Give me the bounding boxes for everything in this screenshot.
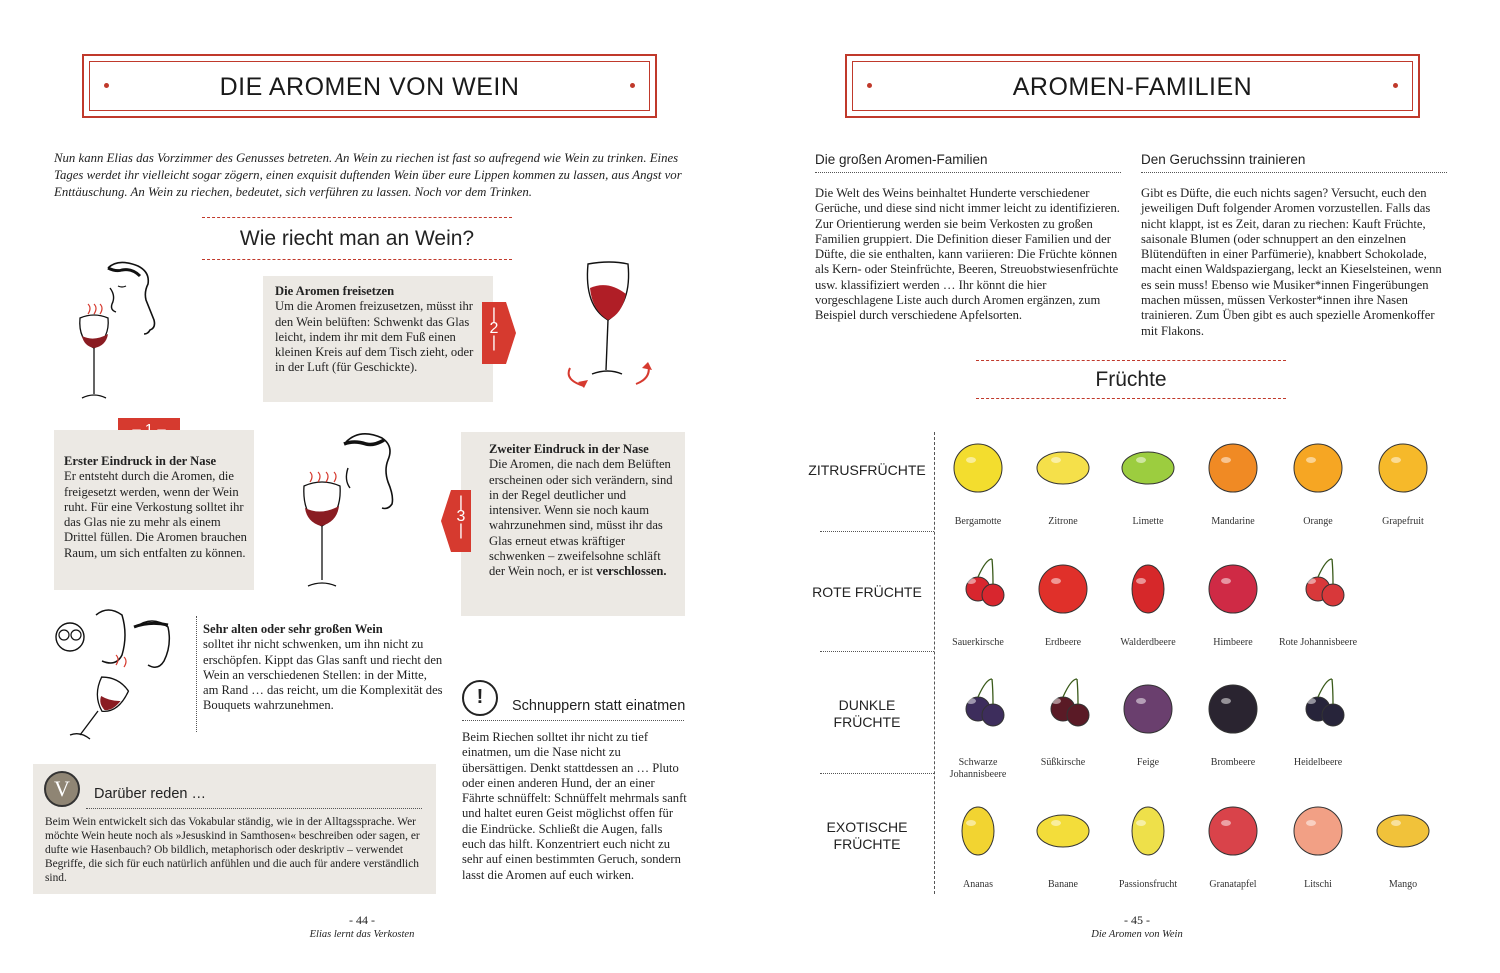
fruit-illustration: [1283, 673, 1353, 743]
fruit-item: [1276, 553, 1360, 649]
fruit-name: Orange: [1303, 516, 1333, 527]
step2-text: Um die Aromen freizusetzen, müsst ihr den Wein belüften: Schwenkt das Glas leicht, indem ihr mit dem Fuß einen kleinen Kreis auf dem Tisch zieht, oder in der Luft (für Geschickte).: [275, 299, 474, 375]
smelling-man-illustration: [70, 258, 170, 408]
fruit-name: Grapefruit: [1382, 516, 1424, 527]
fruit-illustration: [1113, 795, 1183, 865]
talk-heading: Darüber reden …: [94, 786, 207, 802]
fruit-item: [1021, 673, 1105, 769]
fruit-item: [1021, 795, 1105, 891]
fruit-name: Himbeere: [1213, 637, 1253, 648]
fruit-name: Brombeere: [1210, 757, 1256, 768]
fruit-illustration: [943, 673, 1013, 743]
fruit-illustration: [1028, 553, 1098, 623]
fruit-illustration: [1198, 553, 1268, 623]
col2-heading: Den Geruchssinn trainieren: [1141, 152, 1306, 167]
fruit-illustration: [1113, 432, 1183, 502]
fruit-item: [1361, 795, 1445, 891]
fruit-illustration: [943, 553, 1013, 623]
fruit-name: Ananas: [963, 879, 993, 890]
fruit-item: [1191, 432, 1275, 528]
fruit-name: Schwarze Johannisbeere: [949, 757, 1007, 780]
fruit-illustration: [943, 432, 1013, 502]
col1-text: Die Welt des Weins beinhaltet Hunderte verschiedener Gerüche, und diese sind nicht immer leicht zu identifizieren. Zur Orientierung werden sie beim Verkosten zu großen Familien gruppiert. Die Definition dieser Familien und der Düfte, die sie enthalten, kann variieren: Die Früchte können als Kern- oder Steinfrüchte, Beeren, Streuobstwiesenfrüchte usw. klassifiziert werden … Ihr könnt die hier vorgeschlagene Liste auch durch Aromen ergänzen, zum Beispiel durch verschiedene Apfelsorten.: [815, 186, 1120, 323]
old-wine-text: solltet ihr nicht schwenken, um ihn nicht zu erschöpfen. Kippt das Glas sanft und riecht den Wein an verschiedenen Stellen: in der Mitte, am Rand … das reicht, um die Komplexität des Bouquets wahrzunehmen.: [203, 637, 443, 713]
fruit-illustration: [943, 795, 1013, 865]
step3-heading: Zweiter Eindruck in der Nase: [489, 442, 649, 456]
fruit-name: Granatapfel: [1209, 879, 1257, 890]
fruit-item: [1106, 795, 1190, 891]
fruit-illustration: [1368, 432, 1438, 502]
talk-text: Beim Wein entwickelt sich das Vokabular ständig, wie in der Alltagssprache. Wer möchte Wein heute noch als »Jesuskind in Samthosen« beschreiben oder sagen, er dufte wie Hasenbauch? Ob bildlich, metaphorisch oder deskriptiv – verwendet Begriffe, die sich für euch natürlich anfühlen und die auch für andere verständlich sind.: [45, 816, 420, 884]
fruit-item: [1361, 432, 1445, 528]
fruit-name: Erdbeere: [1044, 637, 1082, 648]
talk-badge: [44, 771, 80, 807]
fruit-group-label: ZITRUSFRÜCHTE: [808, 462, 926, 478]
col1-heading: Die großen Aromen-Familien: [815, 152, 988, 167]
intro-text: Nun kann Elias das Vorzimmer des Genusses betreten. An Wein zu riechen ist fast so aufregend wie Wein zu trinken. Eines Tages werdet ihr vielleicht sogar zögern, einen exquisit duftenden Wein über eure Lippen kommen zu lassen, aus Angst vor Enttäuschung. An Wein zu riechen, bedeutet, sich verführen zu lassen. Noch vor dem Trinken.: [54, 151, 682, 199]
fruit-illustration: [1028, 673, 1098, 743]
fruit-item: [1106, 553, 1190, 649]
fruit-item: [1191, 673, 1275, 769]
right-page-number: - 45 -: [1124, 913, 1150, 927]
step3-text-bold: verschlossen.: [596, 564, 667, 579]
fruit-illustration: [1198, 432, 1268, 502]
fruit-heading: Früchte: [1095, 368, 1167, 391]
fruit-name: Bergamotte: [954, 516, 1002, 527]
section-heading: Wie riecht man an Wein?: [239, 227, 475, 250]
col2-text: Gibt es Düfte, die euch nichts sagen? Versucht, euch den jeweiligen Duft folgender Aromen vorzustellen. Falls das nicht klappt, ist es Zeit, daran zu riechen: Kauft Früchte, saisonale Blumen (oder schnuppert an den einzelnen Blütendüften in einer Parfümerie), knabbert Schokolade, macht einen Waldspaziergang, leckt an Kieselsteinen, wenn es sein muss! Ebenso wie Musiker*innen Fingerübungen machen müssen, müssen Verkoster*innen ihre Nasen trainieren. Zum Üben gibt es auch spezielle Aromenkoffer mit Flakons.: [1141, 186, 1442, 338]
fruit-illustration: [1368, 795, 1438, 865]
fruit-item: [936, 553, 1020, 649]
fruit-item: [1191, 795, 1275, 891]
fruit-name: Banane: [1048, 879, 1078, 890]
step1-heading: Erster Eindruck in der Nase: [64, 454, 217, 468]
fruit-name: Mandarine: [1211, 516, 1255, 527]
fruit-name: Zitrone: [1048, 516, 1078, 527]
left-footer: Elias lernt das Verkosten: [309, 929, 415, 940]
left-page-title: DIE AROMEN VON WEIN: [219, 73, 520, 101]
fruit-item: [1106, 432, 1190, 528]
fruit-name: Süßkirsche: [1040, 757, 1086, 768]
talk-badge-letter: V: [54, 776, 70, 801]
fruit-name: Walderdbeere: [1120, 637, 1176, 648]
second-smell-illustration: [290, 428, 420, 598]
fruit-item: [936, 432, 1020, 528]
fruit-name: Limette: [1132, 516, 1164, 527]
fruit-group-label: DUNKLE FRÜCHTE: [833, 697, 901, 730]
old-wine-heading: Sehr alten oder sehr großen Wein: [203, 622, 383, 636]
step3-text: Die Aromen, die nach dem Belüften erscheinen oder sich verändern, sind in der Regel deutlicher und intensiver. Wenn sie noch kaum wahrzunehmen sind, müsst ihr das Glas erneut etwas kräftiger schwenken – zweifelsohne schläft der Wein noch, er ist: [489, 457, 673, 579]
tasting-group-illustration: [50, 605, 190, 745]
sniff-badge: [462, 680, 498, 716]
sniff-text: Beim Riechen solltet ihr nicht zu tief einatmen, um die Nase nicht zu übersättigen. Denkt stattdessen an … Pluto oder einen anderen Hund, der an einer Fährte schnüffelt: Schnüffelt mehrmals sanft und haltet euren Geist möglichst offen für die Eindrücke. Schließt die Augen, falls euch das hilft. Konzentriert euch nicht zu sehr auf einen bestimmten Geruch, sondern lasst die Aromen auf euch wirken.: [462, 730, 687, 882]
fruit-item: [936, 795, 1020, 891]
fruit-name: Feige: [1136, 757, 1160, 768]
fruit-item: [1106, 673, 1190, 769]
fruit-name: Rote Johannisbeere: [1278, 637, 1358, 648]
fruit-illustration: [1283, 795, 1353, 865]
step3-tag: | 3 |: [451, 490, 471, 552]
fruit-name: Passionsfrucht: [1118, 879, 1178, 890]
step2-tag: | 2 |: [482, 302, 506, 364]
fruit-illustration: [1198, 795, 1268, 865]
fruit-item: [1276, 795, 1360, 891]
fruit-name: Sauerkirsche: [952, 637, 1004, 648]
fruit-illustration: [1028, 432, 1098, 502]
right-footer: Die Aromen von Wein: [1091, 929, 1183, 940]
fruit-item: [936, 673, 1020, 781]
step2-heading: Die Aromen freisetzen: [275, 284, 395, 298]
sniff-heading: Schnuppern statt einatmen: [512, 698, 686, 714]
sniff-badge-mark: !: [476, 686, 484, 708]
fruit-group-label: EXOTISCHE FRÜCHTE: [826, 819, 908, 852]
fruit-name: Mango: [1388, 879, 1418, 890]
fruit-name: Heidelbeere: [1293, 757, 1343, 768]
fruit-illustration: [1283, 553, 1353, 623]
fruit-illustration: [1198, 673, 1268, 743]
fruit-illustration: [1028, 795, 1098, 865]
fruit-illustration: [1283, 432, 1353, 502]
fruit-item: [1276, 673, 1360, 769]
fruit-item: [1021, 432, 1105, 528]
fruit-name: Litschi: [1304, 879, 1332, 890]
left-page-number: - 44 -: [349, 913, 375, 927]
fruit-group-label: ROTE FRÜCHTE: [812, 584, 922, 600]
right-title-banner: [845, 54, 1420, 118]
fruit-illustration: [1113, 673, 1183, 743]
fruit-item: [1276, 432, 1360, 528]
fruit-item: [1191, 553, 1275, 649]
right-page-title: AROMEN-FAMILIEN: [1012, 73, 1253, 101]
swirling-glass-illustration: [560, 258, 660, 398]
fruit-item: [1021, 553, 1105, 649]
fruit-illustration: [1113, 553, 1183, 623]
step1-text: Er entsteht durch die Aromen, die freigesetzt werden, wenn der Wein ruht. Für eine Verkostung solltet ihr das Glas nie zu mehr als einem Drittel füllen. Die Aromen brauchen Raum, um sich entfalten zu können.: [64, 469, 247, 560]
left-title-banner: [82, 54, 657, 118]
